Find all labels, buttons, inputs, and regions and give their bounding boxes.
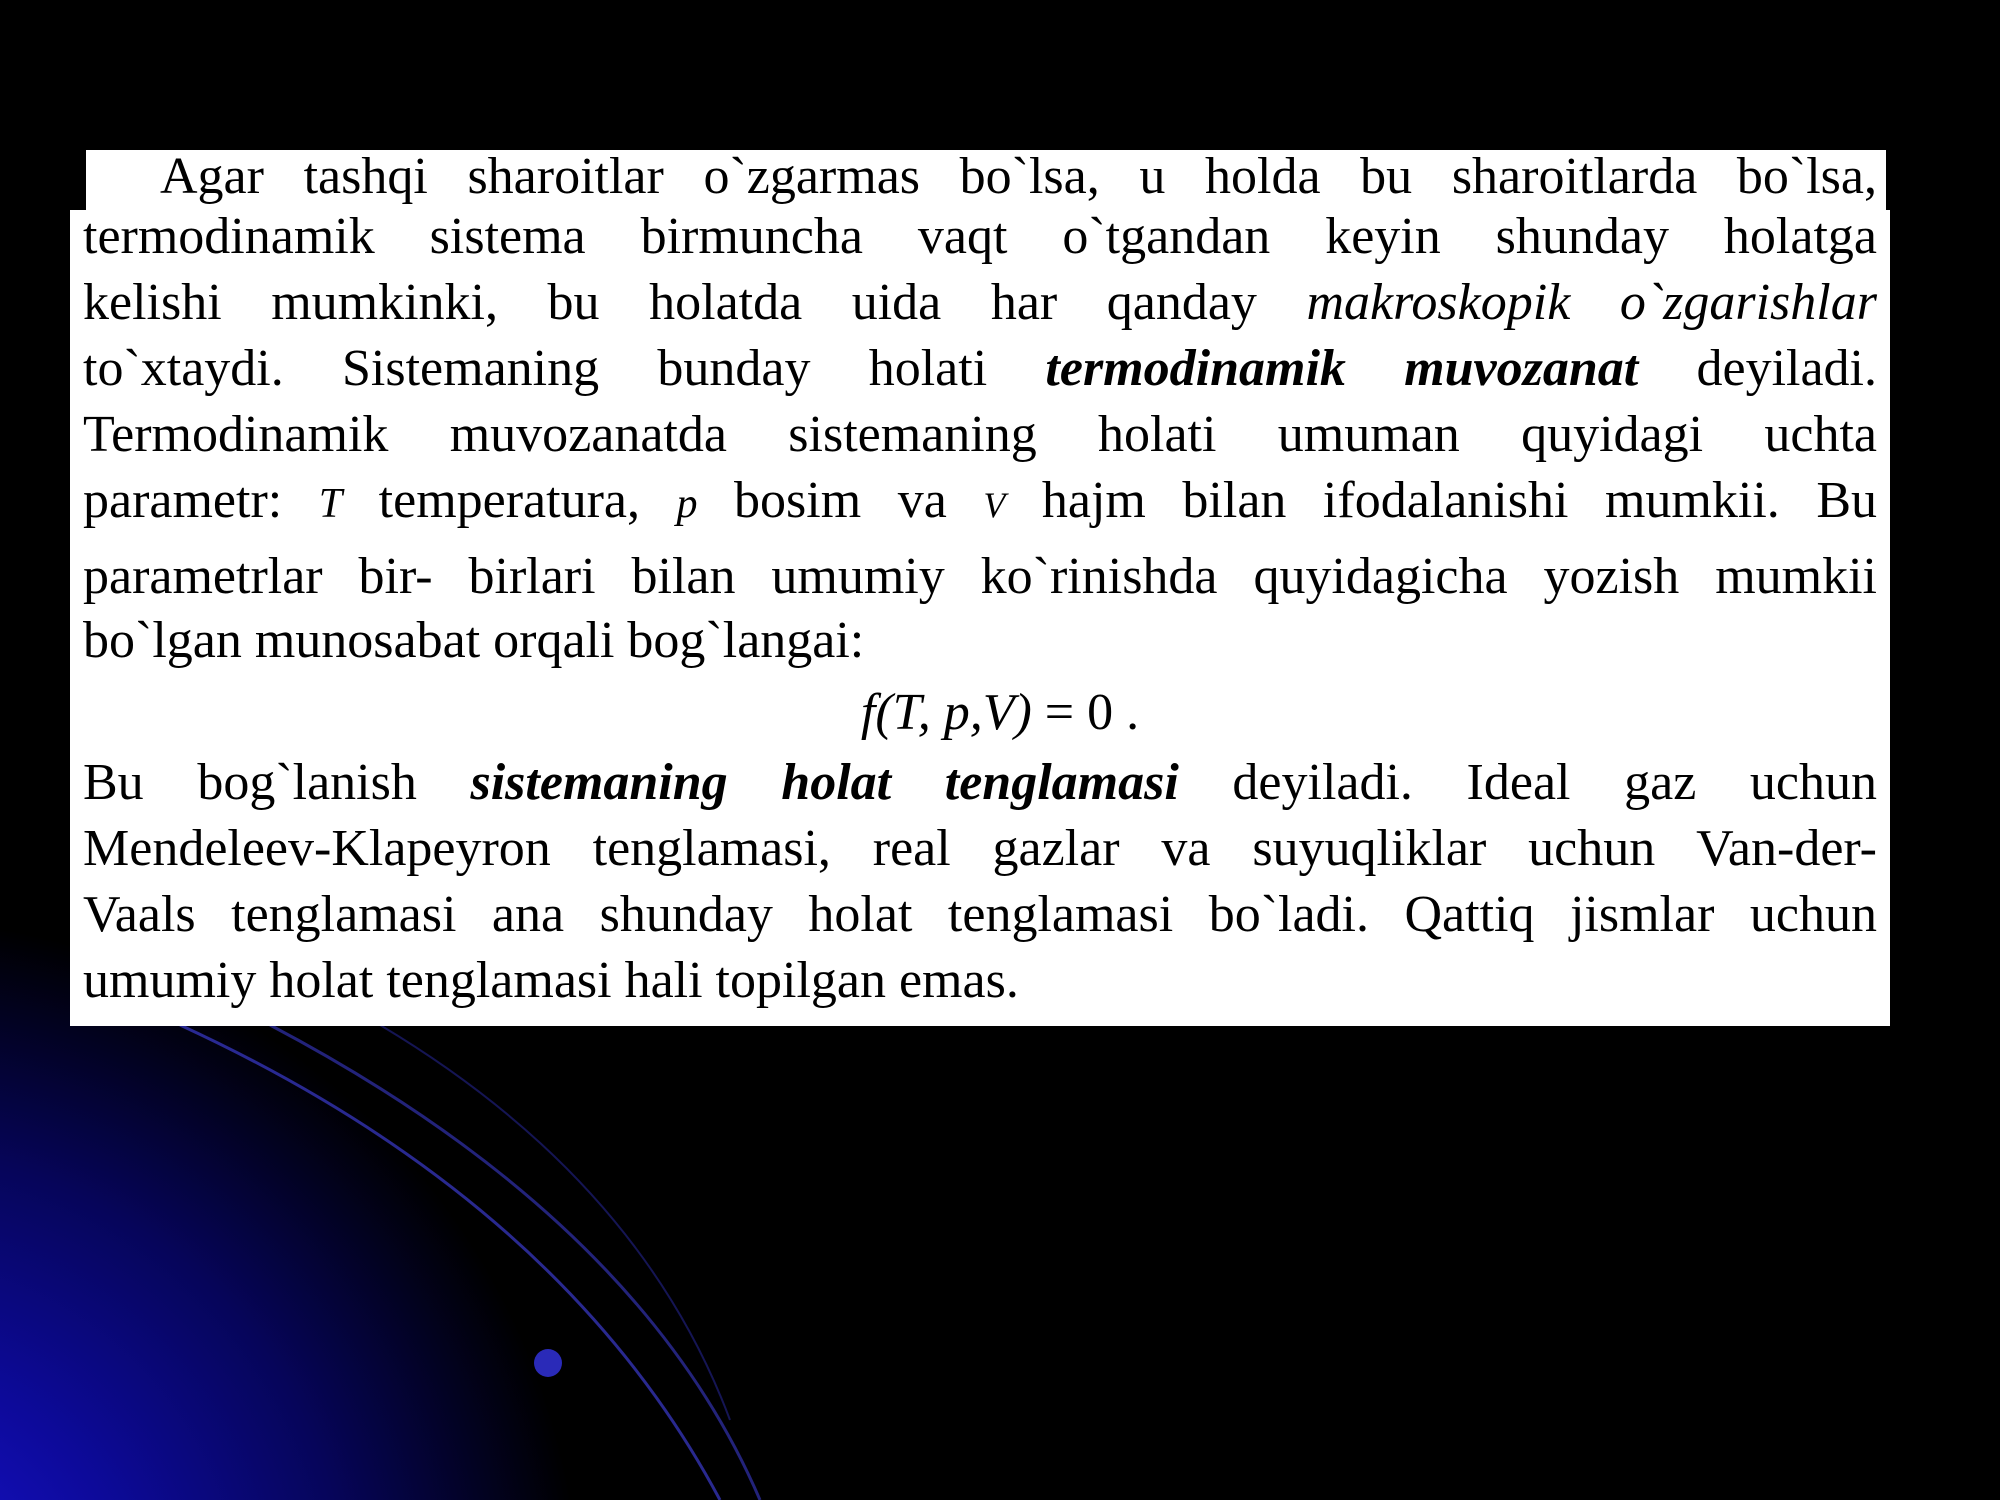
paragraph2-line2: Mendeleev-Klapeyron tenglamasi, real gazlar va suyuqliklar uchun Van-der- [83,820,1877,877]
paragraph1-line5: Termodinamik muvozanatda sistemaning holati umuman quyidagi uchta [83,406,1877,463]
paragraph2-line4: umumiy holat tenglamasi hali topilgan emas. [83,952,1019,1009]
paragraph1-line4: to`xtaydi. Sistemaning bunday holati termodinamik muvozanat deyiladi. [83,340,1877,397]
italic-term: makroskopik o`zgarishlar [1306,274,1877,331]
bold-term: sistemaning holat tenglamasi [470,754,1179,811]
decorative-dot [534,1349,562,1377]
paragraph2-line3: Vaals tenglamasi ana shunday holat tenglamasi bo`ladi. Qattiq jismlar uchun [83,886,1877,943]
bold-term: termodinamik muvozanat [1045,340,1639,397]
paragraph1-line6: parametr: T temperatura, p bosim va V hajm bilan ifodalanishi mumkii. Bu [83,472,1877,529]
paragraph1-line1: Agar tashqi sharoitlar o`zgarmas bo`lsa, u holda bu sharoitlarda bo`lsa, [160,148,1877,205]
paragraph2-line1: Bu bog`lanish sistemaning holat tenglamasi deyiladi. Ideal gaz uchun [83,754,1877,811]
state-equation-formula: f(T, p,V) = 0 . [860,684,1140,741]
paragraph1-line3: kelishi mumkinki, bu holatda uida har qanday makroskopik o`zgarishlar [83,274,1877,331]
paragraph1-line7: parametrlar bir- birlari bilan umumiy ko`rinishda quyidagicha yozish mumkii [83,548,1877,605]
paragraph1-line2: termodinamik sistema birmuncha vaqt o`tgandan keyin shunday holatga [83,208,1877,265]
paragraph1-line8: bo`lgan munosabat orqali bog`langai: [83,612,865,669]
